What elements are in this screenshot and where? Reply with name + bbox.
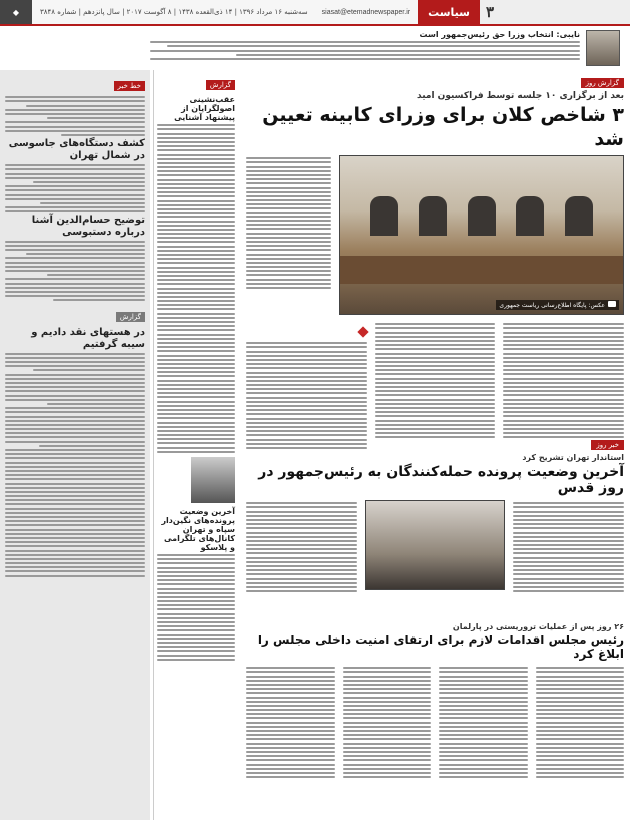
third-story <box>240 620 630 780</box>
section-label: سیاست <box>418 0 480 24</box>
main-text-col <box>246 155 331 315</box>
main-subhead: بعد از برگزاری ۱۰ جلسه توسط فراکسیون امید <box>417 91 624 101</box>
quote-body <box>150 41 580 60</box>
middle-head: گزارش <box>206 80 235 90</box>
second-kicker: خبر روز <box>591 440 624 450</box>
second-headline: آخرین وضعیت پرونده حمله‌کنندگان به رئیس‌جمهور در روز قدس <box>258 464 624 496</box>
photo-caption: عکس: پایگاه اطلاع‌رسانی ریاست جمهوری <box>496 300 619 310</box>
middle-title-1: عقب‌نشینی اصولگرایان از پیشنهاد آشنایی <box>174 95 235 122</box>
governor-photo <box>365 500 505 590</box>
second-story <box>240 432 630 594</box>
page-number-area <box>480 0 630 24</box>
newspaper-logo-icon: ◆ <box>0 0 32 24</box>
left-item-3-title: در هستهای نقد دادیم و سیبه گرفتیم <box>31 326 145 350</box>
middle-portrait <box>191 457 235 503</box>
cabinet-photo <box>339 155 624 315</box>
email-address[interactable]: siasat@etemadnewspaper.ir <box>321 8 411 16</box>
third-subhead: ۲۶ روز پس از عملیات تروریستی در پارلمان <box>452 622 624 631</box>
left-head-2: گزارش <box>116 312 145 322</box>
middle-title-2: آخرین وضعیت پرونده‌های نگین‌دار سپاه و تهران کانال‌های تلگرامی و پلاسکو <box>161 506 235 552</box>
left-item-1-title: کشف دستگاه‌های جاسوسی در شمال تهران <box>8 138 145 162</box>
main-kicker: گزارش روز <box>581 78 624 88</box>
quote-title: نایبی: انتخاب وزرا حق رئیس‌جمهور است <box>419 30 580 39</box>
date-bar <box>32 0 418 24</box>
main-story <box>240 70 630 451</box>
middle-column <box>153 70 238 820</box>
left-column <box>0 70 150 820</box>
main-headline: ۳ شاخص کلان برای وزرای کابینه تعیین شد <box>262 104 624 150</box>
left-item-2-title: توضیح حسام‌الدین آشنا درباره دستبوسی <box>31 214 145 238</box>
top-quote <box>150 30 620 68</box>
heart-icon <box>357 326 368 337</box>
left-head-1: خط خبر <box>114 81 146 91</box>
camera-icon <box>608 301 616 307</box>
date-line: سه‌شنبه ۱۶ مرداد ۱۳۹۶ | ۱۴ ذی‌القعده ۱۴۳۸ | ۸ آگوست ۲۰۱۷ | سال پانزدهم | شماره ۳۸۴۸ <box>40 8 308 16</box>
masthead <box>0 0 630 26</box>
page-number: ۳ <box>486 4 495 21</box>
third-headline: رئیس مجلس اقدامات لازم برای ارتقای امنیت داخلی مجلس را ابلاغ کرد <box>257 633 624 661</box>
portrait-photo <box>586 30 620 66</box>
second-subhead: استاندار تهران تشریح کرد <box>522 453 624 462</box>
